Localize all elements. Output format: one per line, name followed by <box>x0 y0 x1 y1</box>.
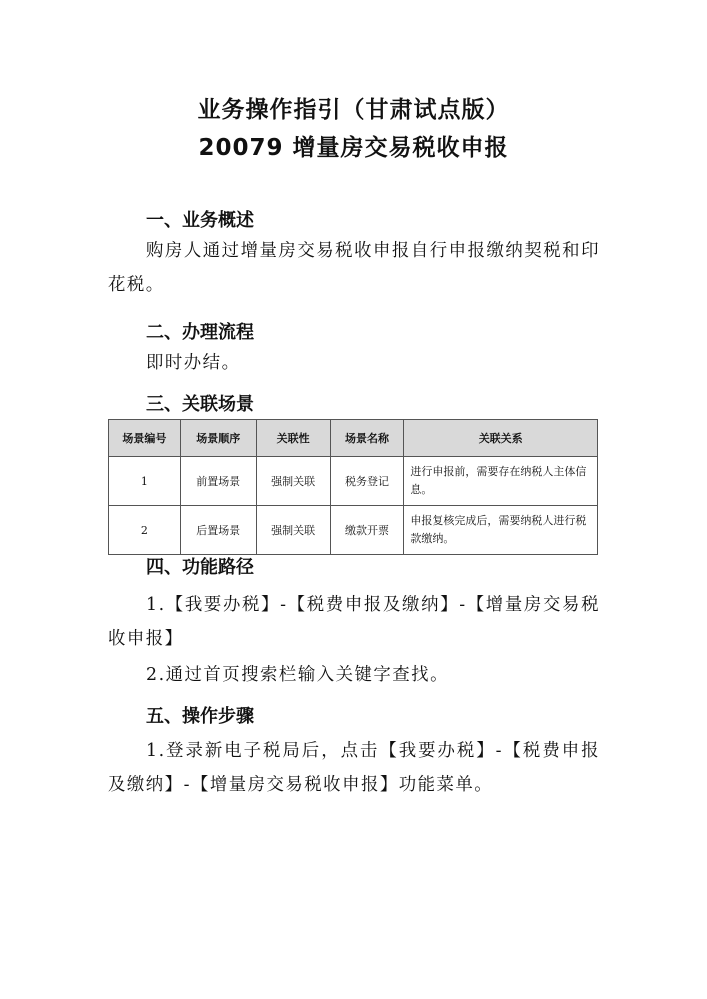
table-header-cell: 关联性 <box>256 420 330 457</box>
table-header-row <box>109 420 598 457</box>
path-paragraph: 1.【我要办税】-【税费申报及缴纳】-【增量房交易税收申报】 <box>108 595 600 649</box>
table-header-cell: 关联关系 <box>404 420 598 457</box>
table-header-cell: 场景名称 <box>330 420 404 457</box>
table-row <box>109 457 598 506</box>
table-row <box>109 506 598 555</box>
section-heading-steps: 五、操作步骤 <box>146 706 254 727</box>
table-header-cell: 场景编号 <box>109 420 181 457</box>
path-paragraph: 2.通过首页搜索栏输入关键字查找。 <box>146 665 449 685</box>
table-cell: 强制关联 <box>256 506 330 555</box>
process-paragraph: 即时办结。 <box>146 353 241 373</box>
section-heading-path: 四、功能路径 <box>146 557 254 578</box>
table-header-cell: 场景顺序 <box>180 420 256 457</box>
steps-paragraph: 1.登录新电子税局后，点击【我要办税】-【税费申报及缴纳】-【增量房交易税收申报】功能菜单。 <box>108 741 600 795</box>
table-cell: 申报复核完成后，需要纳税人进行税款缴纳。 <box>404 506 598 555</box>
table-cell: 前置场景 <box>180 457 256 506</box>
table-cell: 2 <box>109 506 181 555</box>
table-cell: 税务登记 <box>330 457 404 506</box>
table-cell: 后置场景 <box>180 506 256 555</box>
table-cell: 强制关联 <box>256 457 330 506</box>
doc-title: 业务操作指引（甘肃试点版） <box>197 97 510 123</box>
section-heading-process: 二、办理流程 <box>146 322 254 343</box>
section-heading-scenes: 三、关联场景 <box>146 394 254 415</box>
section-heading-overview: 一、业务概述 <box>146 210 254 231</box>
doc-subtitle: 20079 增量房交易税收申报 <box>198 135 509 161</box>
table-cell: 缴款开票 <box>330 506 404 555</box>
overview-paragraph: 购房人通过增量房交易税收申报自行申报缴纳契税和印花税。 <box>108 241 600 295</box>
table-cell: 进行申报前，需要存在纳税人主体信息。 <box>404 457 598 506</box>
table-cell: 1 <box>109 457 181 506</box>
related-scenes-table <box>108 419 598 555</box>
